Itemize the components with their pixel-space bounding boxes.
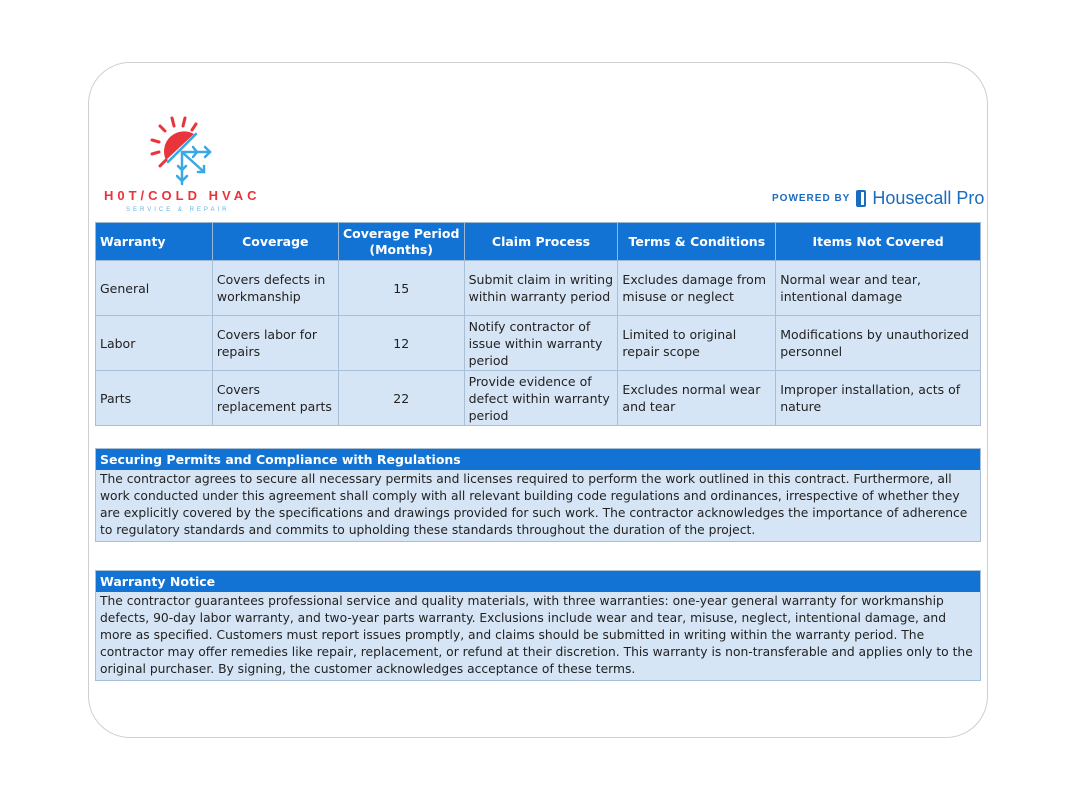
- table-cell: Excludes normal wear and tear: [618, 371, 776, 426]
- table-cell: Excludes damage from misuse or neglect: [618, 261, 776, 316]
- section-title: Warranty Notice: [96, 571, 980, 592]
- table-cell: Normal wear and tear, intentional damage: [776, 261, 981, 316]
- permits-section: [95, 448, 981, 542]
- table-cell: Covers defects in workmanship: [212, 261, 338, 316]
- table-cell: Notify contractor of issue within warranty period: [464, 316, 618, 371]
- warranty-table: [95, 222, 981, 426]
- table-row: [96, 316, 981, 371]
- table-cell: Submit claim in writing within warranty period: [464, 261, 618, 316]
- table-row: [96, 261, 981, 316]
- housecall-pro-icon: [856, 190, 866, 207]
- column-header: Items Not Covered: [776, 223, 981, 261]
- table-cell: Covers labor for repairs: [212, 316, 338, 371]
- section-body: The contractor guarantees professional service and quality materials, with three warranties: one-year general warranty for workmanship defects, 90-day labor warranty, and two-year parts warranty. Exclusions include wear and tear, misuse, neglect, intentional damage, and more as specified. Customers must report issues promptly, and claims should be submitted in writing within the warranty period. The contractor may offer remedies like repair, replacement, or refund at their discretion. This warranty is non-transferable and applies only to the original purchaser. By signing, the customer acknowledges acceptance of these terms.: [100, 594, 973, 676]
- table-cell: Modifications by unauthorized personnel: [776, 316, 981, 371]
- column-header: Claim Process: [464, 223, 618, 261]
- table-cell: Limited to original repair scope: [618, 316, 776, 371]
- column-header: Warranty: [96, 223, 213, 261]
- housecall-pro-name: Housecall Pro: [872, 188, 985, 208]
- powered-by-label: POWERED BY: [772, 193, 851, 204]
- table-row: [96, 371, 981, 426]
- brand-name: H0T/COLD HVAC: [104, 188, 261, 203]
- table-cell: Parts: [96, 371, 213, 426]
- table-cell: 22: [338, 371, 464, 426]
- column-header: Terms & Conditions: [618, 223, 776, 261]
- section-body: The contractor agrees to secure all necessary permits and licenses required to perform the work outlined in this contract. Furthermore, all work conducted under this agreement shall comply with all relevant building code regulations and ordinances, irrespective of whether they are explicitly covered by the specifications and drawings provided for such work. The contractor acknowledges the importance of adherence to regulatory standards and commits to upholding these standards throughout the duration of the project.: [100, 472, 968, 537]
- warranty-notice-section: [95, 570, 981, 681]
- table-cell: Covers replacement parts: [212, 371, 338, 426]
- table-cell: 15: [338, 261, 464, 316]
- column-header: Coverage Period (Months): [338, 223, 464, 261]
- sun-snowflake-icon: [148, 116, 223, 188]
- powered-by-housecall-pro: [772, 188, 984, 209]
- table-header-row: [96, 223, 981, 261]
- table-cell: General: [96, 261, 213, 316]
- section-title: Securing Permits and Compliance with Regulations: [96, 449, 980, 470]
- table-cell: Improper installation, acts of nature: [776, 371, 981, 426]
- table-cell: Labor: [96, 316, 213, 371]
- brand-tagline: SERVICE & REPAIR: [126, 207, 230, 213]
- table-cell: 12: [338, 316, 464, 371]
- table-cell: Provide evidence of defect within warranty period: [464, 371, 618, 426]
- column-header: Coverage: [212, 223, 338, 261]
- company-logo: [100, 112, 275, 217]
